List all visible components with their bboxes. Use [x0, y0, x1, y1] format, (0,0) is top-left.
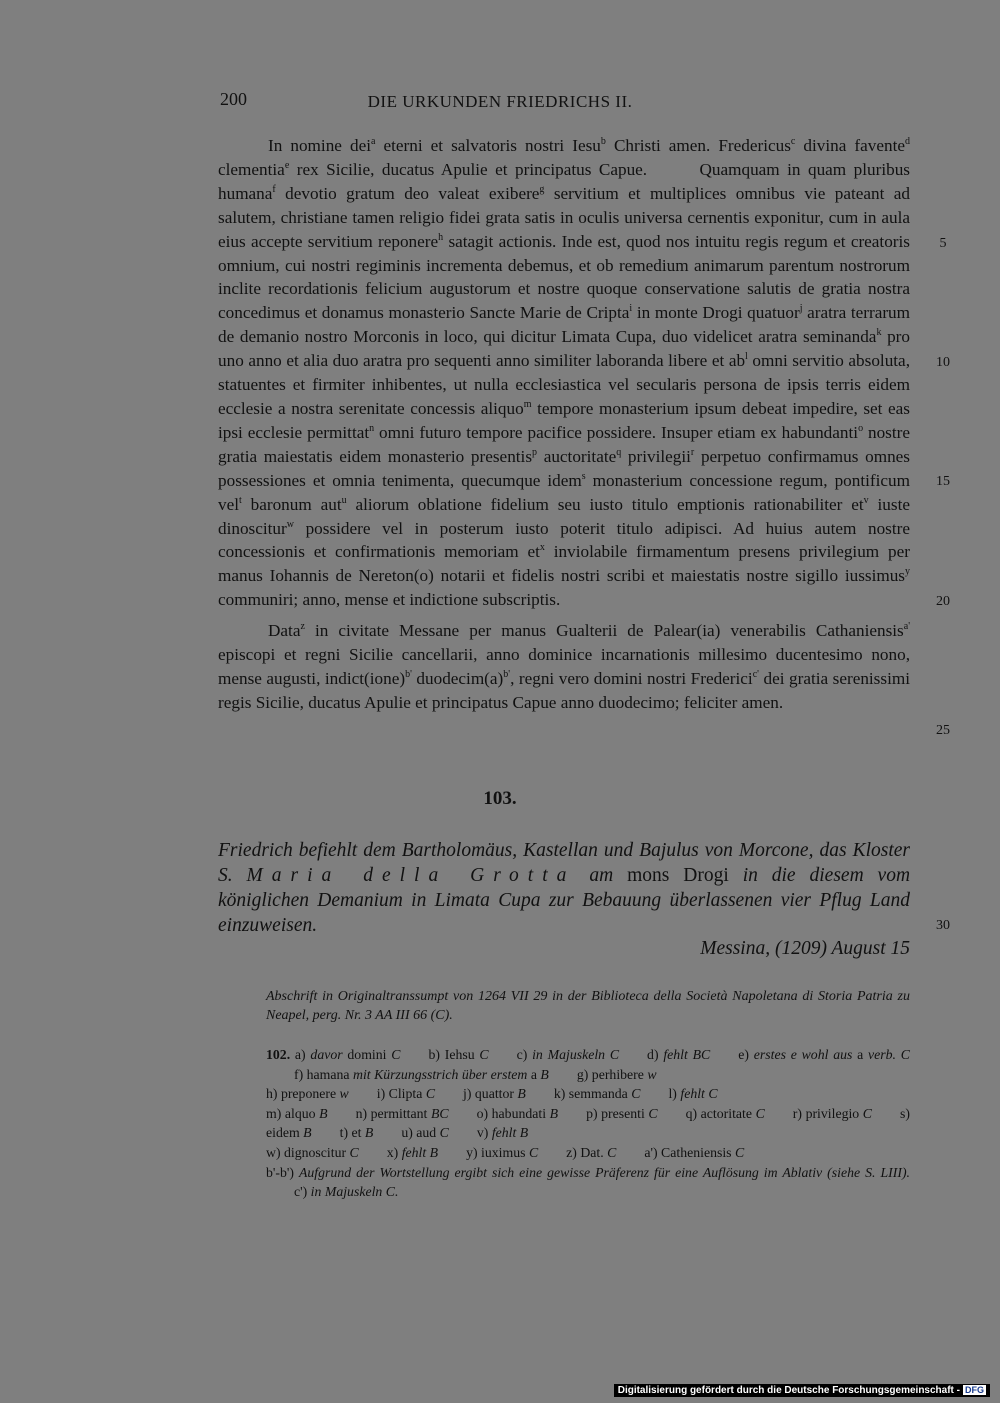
critical-apparatus: 102. a) davor domini C b) Iehsu C c) in Majuskeln C d) fehlt BC e) erstes e wohl aus a verb. Cf) hamana mit Kürzungsstrich über erstem a B g) perhibere w h) preponere w i) Clipta C j) quattor B k) semmanda C l) fehlt C m) alquo B n) permittant BC o) habundati B p) presenti C q) actoritate C r) privilegio C s) eidem B t) et B u) aud C v) fehlt B w) dignoscitur C x) fehlt B y) iuximus C z) Dat. C a') Catheniensis C b'-b') Aufgrund der Wortstellung ergibt sich eine gewisse Präferenz für eine Auflösung im Ablativ (siehe S. LIII).c') in Majuskeln C.	[266, 1047, 910, 1200]
funding-footer	[614, 1384, 990, 1397]
line-number: 10	[936, 355, 950, 370]
running-title: DIE URKUNDEN FRIEDRICHS II.	[367, 92, 633, 111]
line-number: 15	[936, 474, 950, 489]
datum-paragraph: Data$^z$ in civitate Messane per manus Gualterii de Palear(ia) venerabilis Cathaniensis$^{a'}$ episcopi et regni Sicilie cancellarii, anno dominice incarnationis millesimo ducentesimo nono, mense augusti, indict(ione)$^{b'}$ $duodecim(a)^{b'}$, regni vero domini nostri Frederici$^{c'}$ dei gratia serenissimi regis Sicilie, ducatus Apulie et principatus Capue anno duodecimo; feliciter amen.	[218, 621, 910, 712]
line-number: 30	[936, 918, 950, 933]
charter-text	[218, 134, 910, 715]
place-date: Messina, (1209) August 15	[700, 938, 910, 959]
regest-monastery-name: Maria della Grotta	[246, 865, 576, 886]
regest	[218, 838, 910, 938]
source-note: Abschrift in Originaltranssumpt von 1264 VII 29 in der Biblioteca della Società Napoletana di Storia Patria zu Neapel, perg. Nr. 3 AA III 66 (C).	[266, 989, 910, 1023]
dfg-logo-icon: DFG	[965, 1385, 984, 1395]
regest-place-name: mons Drogi	[627, 865, 729, 886]
footer-text: Digitalisierung gefördert durch die Deutsche Forschungsgemeinschaft -	[617, 1385, 960, 1396]
line-number: 25	[936, 723, 950, 738]
page-number: 200	[220, 89, 247, 109]
charter-paragraph: In nomine dei$^a$ eterni et salvatoris nostri Iesu$^b$ Christi amen. Fredericus$^c$ divina favente$^d$ clementia$^e$ rex Sicilie, ducatus Apulie et principatus Capue. Quamquam in quam pluribus humana$^f$ devotio gratum deo valeat exibere$^g$ servitium et multiplices omnibus vie pateant ad salutem, christiane tamen religio fidei grata satis in oculis universa cernentis exponitur, cum in aula eius accepte servitium reponere$^h$ satagit actionis. Inde est, quod nos intuitu regis regum et creatoris omnium, cui nostri regiminis incrementa debemus, et ob remedium animarum parentum nostrorum inclite recordationis felicium augustorum et nostre quoque conservatione salutis de gratia nostra concedimus et donamus monasterio Sancte Marie de Cripta$^i$ in monte Drogi quatuor$^j$ aratra terrarum de demanio nostro Morconis in loco, qui dicitur Limata Cupa, duo videlicet aratra seminanda$^k$ pro uno anno et alia duo aratra pro sequenti anno similiter laboranda libere et $ab^l$ omni servitio absoluta, statuentes et firmiter inhibentes, ut nulla ecclesiastica vel secularis persona de ipsis terris eidem ecclesie a nostra serenitate concessis aliquo$^m$ tempore monasterium ipsum debeat impedire, set eas ipsi ecclesie permittat$^n$ omni futuro tempore pacifice possidere. Insuper etiam ex habundanti$^o$ nostre gratia maiestatis eidem monasterio presentis$^p$ auctoritate$^q$ privilegii$^r$ perpetuo confirmamus omnes possessiones et omnia tenimenta, quecumque idem$^s$ monasterium concessione regum, pontificum vel$^t$ baronum aut$^u$ aliorum oblatione fidelium seu iusto titulo emptionis rationabiliter $et^v$ iuste dinoscitur$^w$ possidere vel in posterum iusto poterit titulo adipisci. Ad huius autem nostre concessionis et confirmationis memoriam $et^x$ inviolabile firmamentum presens privilegium per manus Iohannis de Nereton(o) notarii et fidelis nostri scribi et maiestatis nostre sigillo iussimus$^y$ communiri; anno, mense et indictione subscriptis.	[218, 136, 911, 610]
regest-text: am	[589, 865, 614, 886]
regest-text: Friedrich befiehlt dem Bartholomäus, Kastellan und Bajulus von Morcone, das Kloster S.	[218, 840, 910, 886]
regest-text: in die diesem vom königlichen Demanium in Limata Cupa zur Bebauung überlassenen vier Pflug Land einzuweisen.	[218, 865, 911, 936]
line-number: 20	[936, 594, 950, 609]
document-number: 103.	[483, 788, 517, 809]
line-number: 5	[939, 236, 947, 251]
